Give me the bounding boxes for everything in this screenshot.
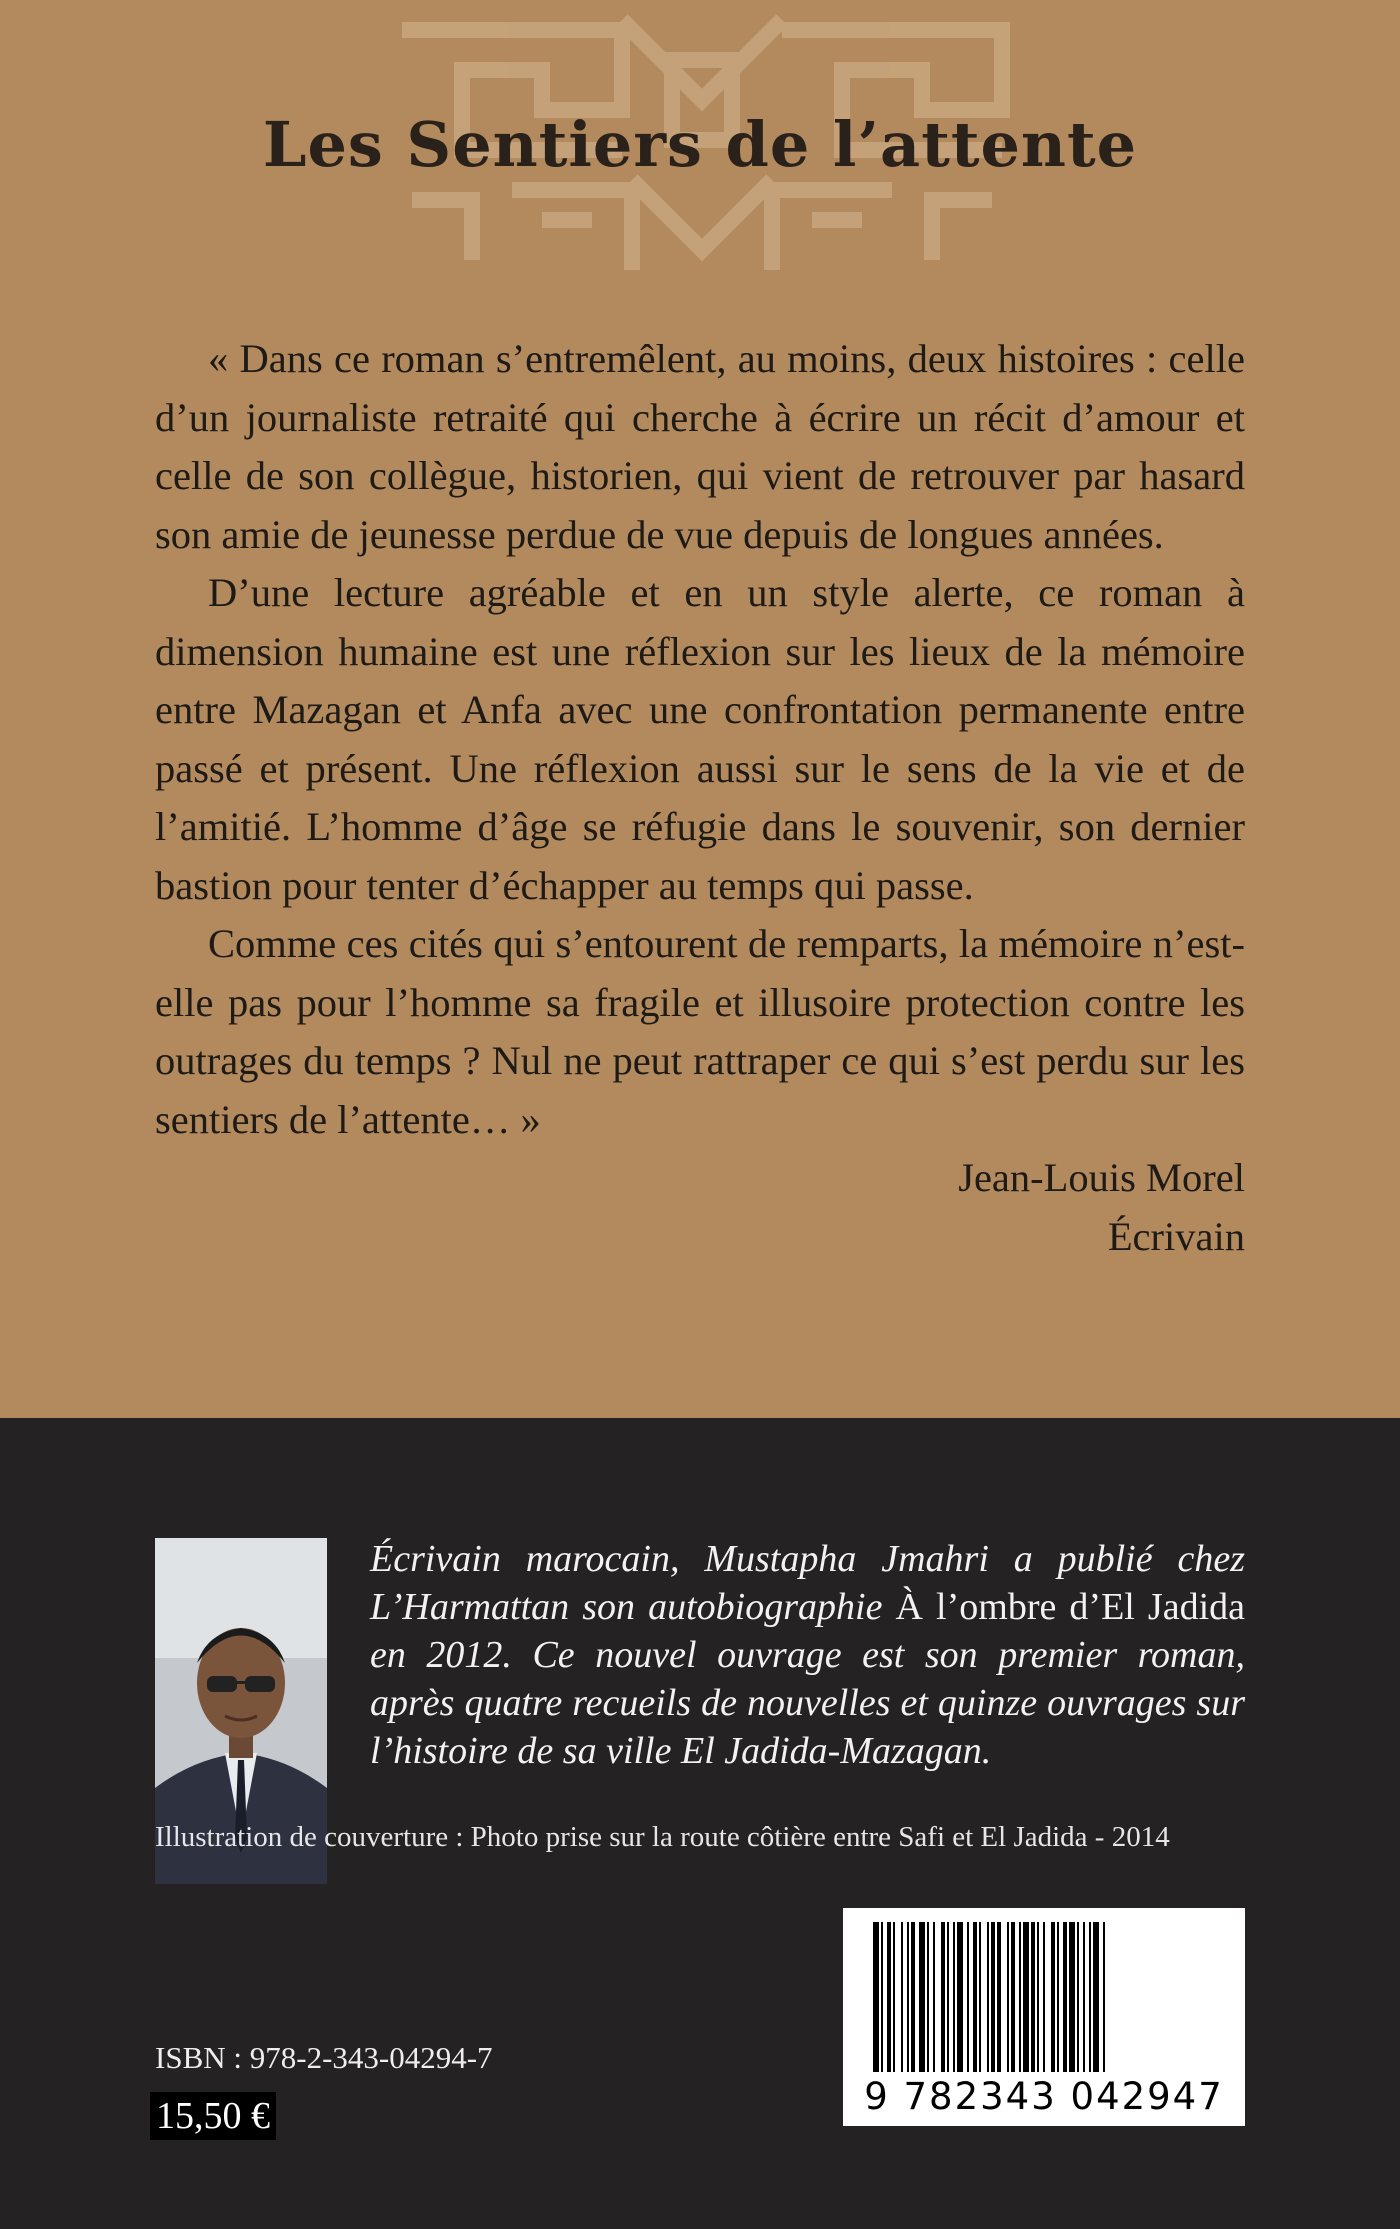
barcode-bar	[1011, 1922, 1015, 2072]
barcode-bar	[1083, 1922, 1085, 2072]
quote-paragraph: D’une lecture agréable et en un style alerte, ce roman à dimension humaine est une réflexion sur les lieux de la mémoire entre Mazagan et Anfa avec une confrontation permanente entre passé et présent. Une réflexion aussi sur le sens de la vie et de l’amitié. L’homme d’âge se réfugie dans le souvenir, son dernier bastion pour tenter d’échapper au temps qui passe.	[155, 570, 1245, 908]
barcode-bar	[919, 1922, 925, 2072]
barcode-bar	[987, 1922, 989, 2072]
isbn: ISBN : 978-2-343-04294-7	[155, 2040, 493, 2075]
barcode-bar	[1063, 1922, 1067, 2072]
barcode-bar	[973, 1922, 977, 2072]
barcode-bar	[893, 1922, 895, 2072]
book-title: Les Sentiers de l’attente	[262, 108, 1138, 181]
barcode-bar	[967, 1922, 969, 2072]
author-bio-text: Écrivain marocain, Mustapha Jmahri a publié chez L’Harmattan son autobiographie	[370, 1538, 1245, 1628]
barcode-bar	[997, 1922, 1001, 2072]
barcode-bar	[1057, 1922, 1059, 2072]
barcode-bar	[1023, 1922, 1029, 2072]
barcode-bar	[947, 1922, 949, 2072]
barcode-bar	[1089, 1922, 1091, 2072]
barcode-bar	[911, 1922, 915, 2072]
barcode-bar	[907, 1922, 909, 2072]
barcode-bar	[901, 1922, 903, 2072]
barcode-number: 9 782343 042947	[864, 2075, 1224, 2118]
barcode-bar	[933, 1922, 935, 2072]
barcode-bar	[1019, 1922, 1021, 2072]
barcode-bar	[887, 1922, 891, 2072]
quote-signature-role: Écrivain	[1107, 1213, 1245, 1259]
barcode-bar	[1043, 1922, 1045, 2072]
cover-illustration-credit: Illustration de couverture : Photo prise sur la route côtière entre Safi et El Jadida - 2014	[155, 1821, 1170, 1853]
barcode-bar	[1069, 1922, 1075, 2072]
author-previous-book: À l’ombre d’El Jadida	[895, 1586, 1246, 1628]
barcode-bar	[957, 1922, 963, 2072]
author-bio-text-end: en 2012. Ce nouvel ouvrage est son premier roman, après quatre recueils de nouvelles et quinze ouvrages sur l’histoire de sa ville El Jadida-Mazagan.	[370, 1634, 1245, 1772]
barcode-bar	[1007, 1922, 1009, 2072]
barcode-bar	[979, 1922, 981, 2072]
barcode-bar	[1093, 1922, 1099, 2072]
barcode-bar	[881, 1922, 883, 2072]
cover-bottom-panel	[0, 1418, 1400, 2229]
barcode-bar	[927, 1922, 929, 2072]
barcode-bar	[873, 1922, 879, 2072]
back-cover-quote	[155, 330, 1245, 1266]
price: 15,50 €	[150, 2092, 276, 2140]
quote-signature-name: Jean-Louis Morel	[958, 1155, 1245, 1200]
barcode-bar	[1031, 1922, 1035, 2072]
barcode-bar	[1051, 1922, 1055, 2072]
barcode-bar	[1037, 1922, 1039, 2072]
barcode	[843, 1908, 1245, 2126]
barcode-bar	[953, 1922, 955, 2072]
barcode-bar	[1103, 1922, 1105, 2072]
quote-paragraph: Comme ces cités qui s’entourent de remparts, la mémoire n’est-elle pas pour l’homme sa fragile et illusoire protection contre les outrages du temps ? Nul ne peut rattraper ce qui s’est perdu sur les sentiers de l’attente… »	[155, 921, 1245, 1142]
barcode-bar	[1077, 1922, 1079, 2072]
author-bio	[370, 1535, 1245, 1775]
barcode-bar	[991, 1922, 995, 2072]
quote-paragraph: « Dans ce roman s’entremêlent, au moins, deux histoires : celle d’un journaliste retraité qui cherche à écrire un récit d’amour et celle de son collègue, historien, qui vient de retrouver par hasard son amie de jeunesse perdue de vue depuis de longues années.	[155, 336, 1245, 557]
barcode-bar	[941, 1922, 945, 2072]
